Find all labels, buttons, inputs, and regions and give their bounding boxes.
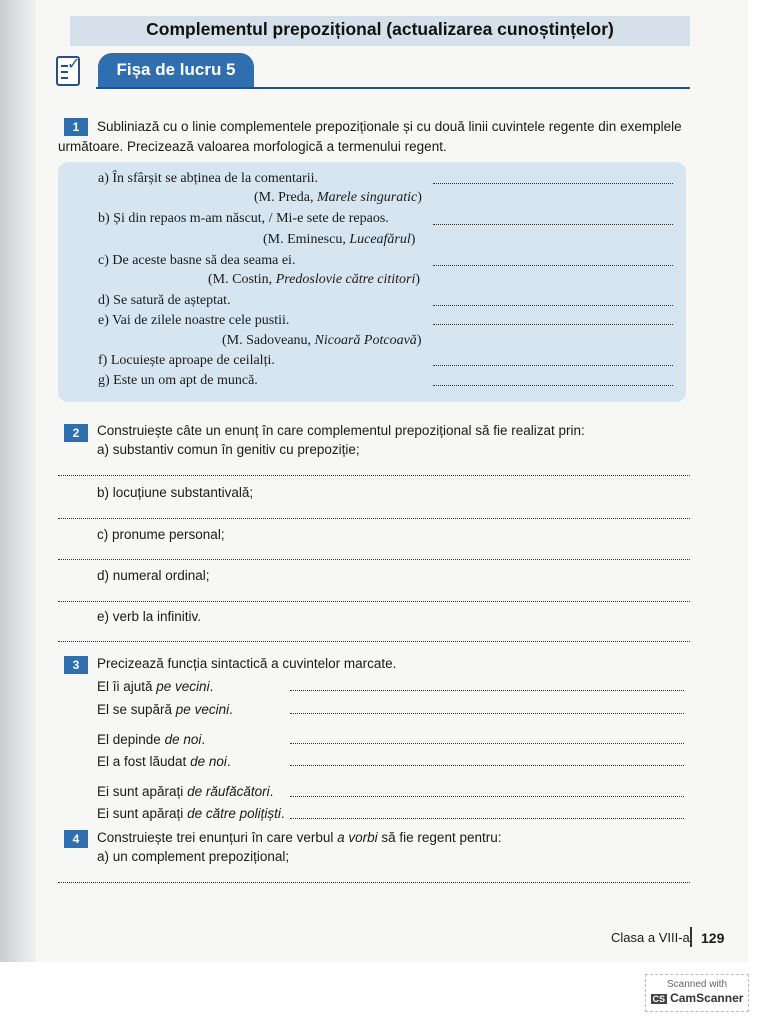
task-1-instruction-line2: următoare. Precizează valoarea morfologică a termenului regent. bbox=[58, 139, 447, 154]
task-3-item-5: Ei sunt apărați de răufăcători. bbox=[97, 784, 274, 799]
task-3-number: 3 bbox=[64, 656, 88, 674]
answer-line-3-6[interactable] bbox=[290, 818, 684, 819]
watermark-line1: Scanned with bbox=[666, 979, 728, 990]
answer-line-3-3[interactable] bbox=[290, 743, 684, 744]
task-3-item-4: El a fost lăudat de noi. bbox=[97, 754, 231, 769]
source-e: (M. Sadoveanu, Nicoară Potcoavă) bbox=[222, 333, 422, 348]
task-3-item-6: Ei sunt apărați de către polițiști. bbox=[97, 806, 285, 821]
answer-line-b[interactable] bbox=[433, 224, 673, 225]
page-number: 129 bbox=[701, 930, 725, 946]
example-a: a) În sfârșit se abținea de la comentarii. bbox=[98, 171, 319, 186]
task-4-instruction: Construiește trei enunțuri în care verbul a vorbi să fie regent pentru: bbox=[97, 830, 502, 845]
example-c: c) De aceste basne să dea seama ei. bbox=[98, 253, 296, 268]
answer-line-3-4[interactable] bbox=[290, 765, 684, 766]
answer-line-a[interactable] bbox=[433, 183, 673, 184]
task-2-item-e: e) verb la infinitiv. bbox=[97, 609, 202, 624]
task-2-item-b: b) locuțiune substantivală; bbox=[97, 485, 254, 500]
watermark-brand: CS CamScanner bbox=[652, 991, 744, 1005]
task-2-item-d: d) numeral ordinal; bbox=[97, 568, 210, 583]
worksheet-label: Fișa de lucru 5 bbox=[116, 60, 236, 79]
example-d: d) Se satură de așteptat. bbox=[98, 293, 231, 308]
footer-separator bbox=[690, 927, 692, 947]
task-4-item-a: a) un complement prepozițional; bbox=[97, 849, 290, 864]
task-2-item-c: c) pronume personal; bbox=[97, 527, 225, 542]
answer-line-3-2[interactable] bbox=[290, 713, 684, 714]
answer-line-g[interactable] bbox=[433, 385, 673, 386]
example-e: e) Vai de zilele noastre cele pustii. bbox=[98, 313, 290, 328]
answer-line-2a[interactable] bbox=[58, 475, 690, 476]
answer-line-2c[interactable] bbox=[58, 559, 690, 560]
source-a: (M. Preda, Marele singuratic) bbox=[254, 190, 422, 205]
camscanner-watermark bbox=[645, 974, 749, 1012]
checklist-icon: ✓ bbox=[56, 56, 80, 86]
task-2-item-a: a) substantiv comun în genitiv cu prepoziție; bbox=[97, 442, 360, 457]
answer-line-f[interactable] bbox=[433, 365, 673, 366]
task-3-instruction: Precizează funcția sintactică a cuvintelor marcate. bbox=[97, 656, 397, 671]
task-3-item-1: El îi ajută pe vecini. bbox=[97, 679, 214, 694]
answer-line-d[interactable] bbox=[433, 305, 673, 306]
answer-line-3-5[interactable] bbox=[290, 796, 684, 797]
source-b: (M. Eminescu, Luceafărul) bbox=[263, 232, 416, 247]
answer-line-2b[interactable] bbox=[58, 518, 690, 519]
task-1-number: 1 bbox=[64, 118, 88, 136]
answer-line-2d[interactable] bbox=[58, 601, 690, 602]
example-b: b) Și din repaos m-am născut, / Mi-e sete de repaos. bbox=[98, 211, 389, 226]
answer-line-3-1[interactable] bbox=[290, 690, 684, 691]
answer-line-2e[interactable] bbox=[58, 641, 690, 642]
camscanner-logo-icon: CS bbox=[652, 994, 666, 1004]
book-spine bbox=[0, 0, 36, 962]
example-f: f) Locuiește aproape de ceilalți. bbox=[98, 353, 275, 368]
page-title: Complementul prepozițional (actualizarea cunoștințelor) bbox=[146, 19, 614, 39]
task-4-number: 4 bbox=[64, 830, 88, 848]
task-2-number: 2 bbox=[64, 424, 88, 442]
task-2-instruction: Construiește câte un enunț în care complementul prepozițional să fie realizat prin: bbox=[97, 423, 585, 438]
example-g: g) Este un om apt de muncă. bbox=[98, 373, 258, 388]
answer-line-c[interactable] bbox=[433, 265, 673, 266]
task-3-item-3: El depinde de noi. bbox=[97, 732, 206, 747]
page-bottom-margin bbox=[36, 962, 748, 1024]
task-1-instruction-line1: Subliniază cu o linie complementele prepoziționale și cu două linii cuvintele regente din exemplele bbox=[97, 119, 682, 134]
answer-line-e[interactable] bbox=[433, 324, 673, 325]
task-3-item-2: El se supără pe vecini. bbox=[97, 702, 233, 717]
source-c: (M. Costin, Predoslovie către cititori) bbox=[208, 272, 421, 287]
worksheet-divider bbox=[96, 87, 690, 89]
footer-class-label: Clasa a VIII-a bbox=[611, 930, 690, 945]
answer-line-4a[interactable] bbox=[58, 882, 690, 883]
